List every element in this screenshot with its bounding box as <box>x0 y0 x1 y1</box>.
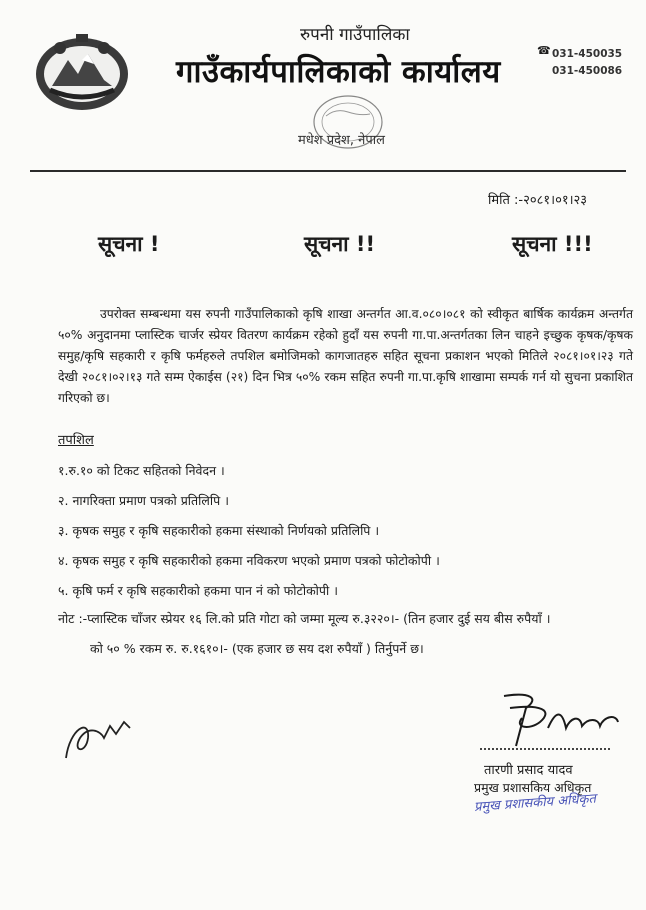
note-line: नोट :-प्लास्टिक चाँजर स्प्रेयर १६ लि.को प्रति गोटा को जम्मा मूल्य रु.३२२०।- (तिन हजार दुई सय बीस रुपैयाँ । <box>58 611 551 626</box>
designation-stamp: प्रमुख प्रशासकीय अधिकृत <box>473 791 597 815</box>
notice-date: मिति :-२०८१।०१।२३ <box>488 193 588 208</box>
office-title: गाउँकार्यपालिकाको कार्यालय <box>176 54 501 90</box>
handwritten-signature <box>470 688 630 756</box>
details-heading: तपशिल <box>58 433 94 448</box>
signature-line <box>480 748 610 750</box>
phone-numbers <box>540 46 622 80</box>
phone-number: 031-450035 <box>552 48 623 60</box>
header-divider <box>30 170 626 172</box>
phone-number: 031-450086 <box>552 65 623 77</box>
municipality-name: रुपनी गाउँपालिका <box>300 25 410 45</box>
municipality-emblem-icon <box>30 30 134 116</box>
notice-heading: सूचना ! <box>98 232 160 256</box>
office-seal-stamp <box>290 92 410 162</box>
office-address: मधेश प्रदेश, नेपाल <box>298 133 385 148</box>
phone-icon: ☎ <box>537 44 551 57</box>
notice-heading: सूचना !!! <box>512 232 593 256</box>
list-item: ४. कृषक समुह र कृषि सहकारीको हकमा नविकरण भएको प्रमाण पत्रको फोटोकोपी । <box>58 553 440 568</box>
signatory-title: प्रमुख प्रशासकिय अधिकृत <box>474 780 592 795</box>
note-line: को ५० % रकम रु. रु.१६१०।- (एक हजार छ सय दश रुपैयाँ ) तिर्नुपर्ने छ। <box>90 641 424 656</box>
handwritten-signature <box>60 708 140 768</box>
notice-heading: सूचना !! <box>304 232 376 256</box>
notice-body: उपरोक्त सम्बन्धमा यस रुपनी गाउँपालिकाको कृषि शाखा अन्तर्गत आ.व.०८०।०८१ को स्वीकृत बार्षिक कार्यक्रम अन्तर्गत ५०% अनुदानमा प्लास्टिक चार्जर स्प्रेयर वितरण कार्यक्रम रहेको हुदाँ यस रुपनी गा.पा.अन्तर्गतका लिन चाहने इच्छुक कृषक/कृषक समुह/कृषि सहकारी र कृषि फर्महरुले तपशिल बमोजिमको कागजातहरु सहित सूचना प्रकाशन भएको मितिले २०८१।०१।२३ गते देखी २०८१।०२।१३ गते सम्म ऐकाईस (२१) दिन भित्र ५०% रकम सहित रुपनी गा.पा.कृषि शाखामा सम्पर्क गर्न यो सुचना प्रकाशित गरिएको छ। <box>58 307 633 405</box>
list-item: ३. कृषक समुह र कृषि सहकारीको हकमा संस्थाको निर्णयको प्रतिलिपि । <box>58 523 380 538</box>
signatory-name: तारणी प्रसाद यादव <box>484 763 573 778</box>
list-item: ५. कृषि फर्म र कृषि सहकारीको हकमा पान नं को फोटोकोपी । <box>58 583 338 598</box>
list-item: २. नागरिक्ता प्रमाण पत्रको प्रतिलिपि । <box>58 493 229 508</box>
list-item: १.रु.१० को टिकट सहितको निवेदन । <box>58 463 225 478</box>
